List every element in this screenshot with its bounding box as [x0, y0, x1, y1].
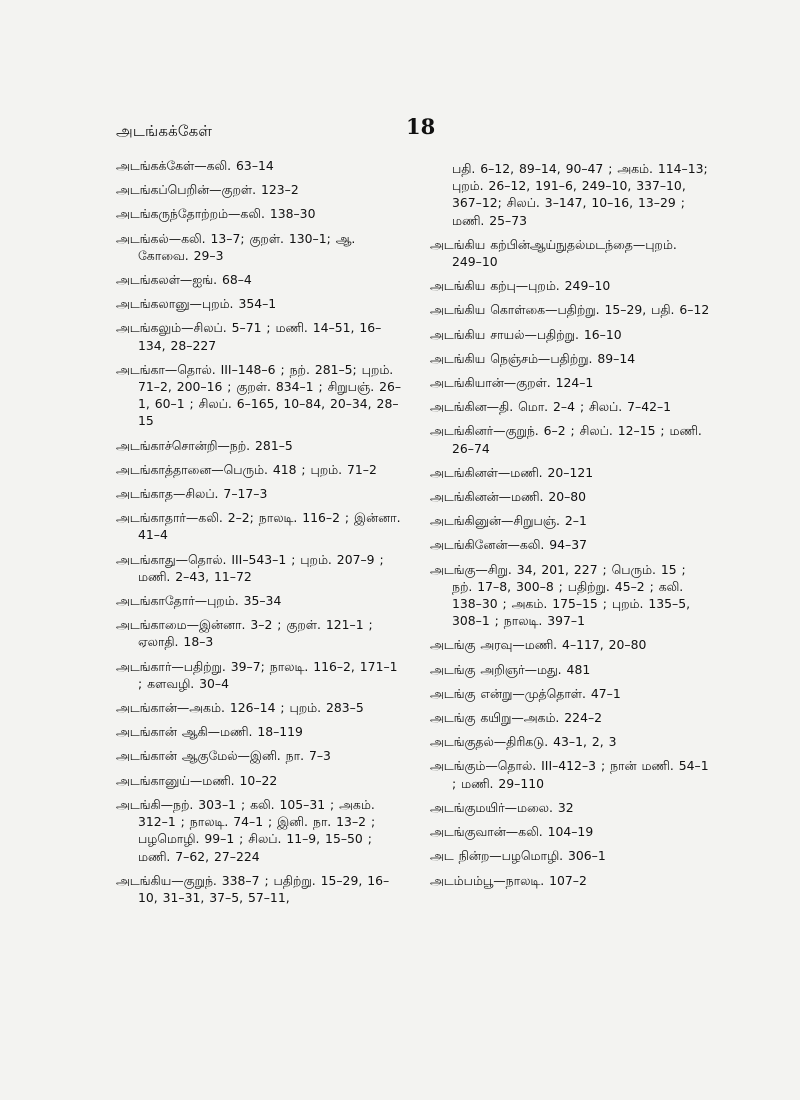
- index-entry: அடங்கு என்று—முத்தொள். 47–1: [430, 685, 621, 701]
- index-entry: அடங்கப்பெறின்—குறள். 123–2: [116, 182, 299, 198]
- index-entry-continuation: பதி. 6–12, 89–14, 90–47 ; அகம். 114–13; புறம். 26–12, 191–6, 249–10, 337–10, 367–12; சிலப். 3–147, 10–16, 13–29 ; மணி. 25–73: [452, 161, 708, 228]
- index-entry: அடங்கார்—பதிற்று. 39–7; நாலடி. 116–2, 171–1 ; களவழி. 30–4: [116, 658, 398, 691]
- index-entry: அடங்கிய கற்பு—புறம். 249–10: [430, 278, 611, 294]
- index-entry: அடங்கலானு—புறம். 354–1: [116, 296, 277, 312]
- index-entry: அடங்கிய கற்பின்ஆய்நுதல்மடந்தை—புறம். 249–10: [430, 236, 677, 270]
- index-entry: அடங்கினர்—குறுந். 6–2 ; சிலப். 12–15 ; மணி. 26–74: [430, 423, 702, 456]
- index-entry: அடம்பம்பூ—நாலடி. 107–2: [430, 872, 587, 888]
- index-entry: அடங்கியான்—குறள். 124–1: [430, 375, 594, 391]
- index-entry: அடங்கிய—குறுந். 338–7 ; பதிற்று. 15–29, 16–10, 31–31, 37–5, 57–11,: [116, 872, 390, 905]
- index-entry: அடங்கின—தி. மொ. 2–4 ; சிலப். 7–42–1: [430, 399, 672, 415]
- index-entry: அடங்கல்—கலி. 13–7; குறள். 130–1; ஆ. கோவை. 29–3: [116, 230, 356, 263]
- index-entry: அடங்கிய சாயல்—பதிற்று. 16–10: [430, 326, 622, 342]
- index-entry: அடங்கு கயிறு—அகம். 224–2: [430, 710, 603, 726]
- index-entry: அடங்கு அரவு—மணி. 4–117, 20–80: [430, 637, 647, 653]
- index-entry: அடங்கிய கொள்கை—பதிற்று. 15–29, பதி. 6–12: [430, 302, 710, 318]
- index-entry: அடங்காத்தானை—பெரும். 418 ; புறம். 71–2: [116, 461, 377, 477]
- index-entry: அடங்கான் ஆகி—மணி. 18–119: [116, 724, 303, 740]
- index-entry: அடங்கு அறிஞர்—மது. 481: [430, 661, 591, 677]
- index-entry: அடங்கும்—தொல். III–412–3 ; நான் மணி. 54–1 ; மணி. 29–110: [430, 758, 709, 791]
- index-entry: அடங்கானுய்—மணி. 10–22: [116, 772, 278, 788]
- index-entry: அடங்கா—தொல். III–148–6 ; நற். 281–5; புறம். 71–2, 200–16 ; குறள். 834–1 ; சிறுபஞ். 26–1, 60–1 ; சிலப். 6–165, 10–84, 20–34, 28–15: [116, 361, 402, 429]
- index-entry: அடங்கு—சிறு. 34, 201, 227 ; பெரும். 15 ; நற். 17–8, 300–8 ; பதிற்று. 45–2 ; கலி. 138–30 ; அகம். 175–15 ; புறம். 135–5, 308–1 ; நாலடி. 397–1: [430, 561, 691, 629]
- index-entry: அடங்கி—நற். 303–1 ; கலி. 105–31 ; அகம். 312–1 ; நாலடி. 74–1 ; இனி. நா. 13–2 ; பழமொழி. 99–1 ; சிலப். 11–9, 15–50 ; மணி. 7–62, 27–224: [116, 796, 376, 864]
- index-entry: அடங்காது—தொல். III–543–1 ; புறம். 207–9 ; மணி. 2–43, 11–72: [116, 551, 384, 584]
- index-entry: அடங்கலள்—ஐங். 68–4: [116, 272, 252, 288]
- right-column: [430, 160, 710, 896]
- index-entry: அடங்காதோர்—புறம். 35–34: [116, 593, 282, 609]
- index-entry: அடங்கக்கேள்—கலி. 63–14: [116, 158, 274, 173]
- index-entry: அடங்காதார்—கலி. 2–2; நாலடி. 116–2 ; இன்னா. 41–4: [116, 510, 401, 543]
- index-entry: அட நின்ற—பழமொழி. 306–1: [430, 848, 606, 864]
- index-entry: அடங்காமை—இன்னா. 3–2 ; குறள். 121–1 ; ஏலாதி. 18–3: [116, 617, 373, 650]
- index-entry: அடங்குமயிர்—மலை. 32: [430, 799, 574, 815]
- page-number: 18: [406, 114, 436, 139]
- running-head: அடங்கக்கேள்: [116, 122, 213, 140]
- index-entry: அடங்குதல்—திரிகடு. 43–1, 2, 3: [430, 734, 617, 750]
- index-entry: அடங்காத—சிலப். 7–17–3: [116, 486, 268, 502]
- index-entry: அடங்கிய நெஞ்சம்—பதிற்று. 89–14: [430, 350, 636, 366]
- index-entry: அடங்கினுன்—சிறுபஞ். 2–1: [430, 513, 587, 529]
- left-column: [116, 157, 406, 913]
- index-entry: அடங்கலும்—சிலப். 5–71 ; மணி. 14–51, 16–134, 28–227: [116, 320, 382, 353]
- index-entry: அடங்கினள்—மணி. 20–121: [430, 464, 594, 480]
- index-entry: அடங்கான்—அகம். 126–14 ; புறம். 283–5: [116, 700, 364, 716]
- index-entry: அடங்கருந்தோற்றம்—கலி. 138–30: [116, 206, 316, 222]
- index-entry: அடங்குவான்—கலி. 104–19: [430, 824, 594, 840]
- index-entry: அடங்காச்சொன்றி—நற். 281–5: [116, 437, 293, 453]
- index-entry: அடங்கினேன்—கலி. 94–37: [430, 537, 588, 553]
- index-entry: அடங்கான் ஆகுமேல்—இனி. நா. 7–3: [116, 748, 331, 764]
- index-entry: அடங்கினன்—மணி. 20–80: [430, 489, 587, 505]
